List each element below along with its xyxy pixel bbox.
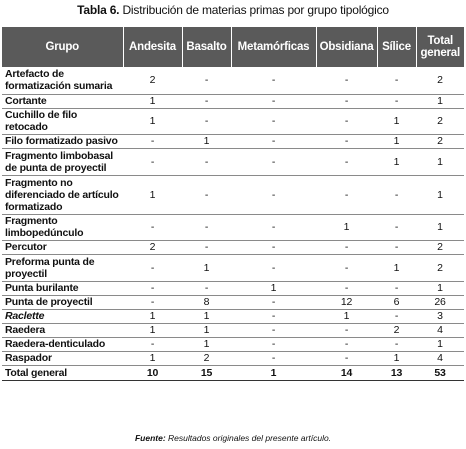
caption-label: Tabla 6. — [77, 3, 120, 17]
value-cell: - — [123, 254, 182, 281]
value-cell: - — [316, 108, 377, 134]
table-row — [2, 148, 464, 175]
value-cell: 1 — [377, 351, 416, 365]
value-cell: - — [377, 240, 416, 254]
value-cell: - — [316, 351, 377, 365]
value-cell: 2 — [182, 351, 231, 365]
total-value-cell: 53 — [416, 365, 464, 380]
value-cell: - — [182, 67, 231, 94]
value-cell: 1 — [182, 337, 231, 351]
column-header: Total general — [416, 27, 464, 67]
table-row — [2, 214, 464, 240]
group-cell: Percutor — [2, 240, 123, 254]
value-cell: - — [231, 295, 316, 309]
value-cell: - — [316, 94, 377, 108]
value-cell: 2 — [123, 240, 182, 254]
total-row — [2, 365, 464, 380]
group-cell: Preforma punta de proyectil — [2, 254, 123, 281]
value-cell: - — [182, 148, 231, 175]
value-cell: 1 — [123, 175, 182, 214]
group-cell: Raedera — [2, 323, 123, 337]
total-value-cell: 13 — [377, 365, 416, 380]
value-cell: - — [231, 214, 316, 240]
value-cell: - — [231, 94, 316, 108]
footer-label: Fuente: — [134, 433, 166, 443]
value-cell: - — [231, 134, 316, 148]
value-cell: - — [231, 175, 316, 214]
value-cell: - — [316, 240, 377, 254]
value-cell: 1 — [416, 337, 464, 351]
materials-table — [2, 27, 464, 381]
value-cell: 2 — [416, 254, 464, 281]
value-cell: 1 — [416, 214, 464, 240]
table-row — [2, 337, 464, 351]
value-cell: - — [231, 148, 316, 175]
column-header: Andesita — [123, 27, 182, 67]
value-cell: - — [231, 323, 316, 337]
value-cell: 1 — [416, 281, 464, 295]
value-cell: - — [231, 67, 316, 94]
value-cell: - — [123, 148, 182, 175]
column-header: Sílice — [377, 27, 416, 67]
value-cell: 2 — [377, 323, 416, 337]
group-cell: Fragmento no diferenciado de artículo formatizado — [2, 175, 123, 214]
value-cell: 1 — [123, 309, 182, 323]
value-cell: 1 — [123, 323, 182, 337]
column-header: Metamórficas — [231, 27, 316, 67]
column-header: Obsidiana — [316, 27, 377, 67]
value-cell: 2 — [416, 134, 464, 148]
value-cell: - — [316, 281, 377, 295]
table-row — [2, 94, 464, 108]
table-caption — [0, 3, 466, 17]
value-cell: 1 — [182, 323, 231, 337]
table-row — [2, 254, 464, 281]
total-label: Total general — [2, 365, 123, 380]
value-cell: - — [316, 323, 377, 337]
value-cell: - — [123, 214, 182, 240]
value-cell: - — [231, 108, 316, 134]
value-cell: - — [231, 337, 316, 351]
value-cell: 2 — [416, 108, 464, 134]
value-cell: 3 — [416, 309, 464, 323]
value-cell: - — [377, 281, 416, 295]
value-cell: 1 — [377, 148, 416, 175]
value-cell: 1 — [182, 134, 231, 148]
total-value-cell: 14 — [316, 365, 377, 380]
value-cell: 1 — [377, 108, 416, 134]
table-header — [2, 27, 464, 67]
total-value-cell: 15 — [182, 365, 231, 380]
value-cell: 1 — [182, 309, 231, 323]
group-cell: Cuchillo de filo retocado — [2, 108, 123, 134]
value-cell: - — [377, 67, 416, 94]
value-cell: 1 — [316, 309, 377, 323]
value-cell: - — [377, 214, 416, 240]
value-cell: - — [123, 281, 182, 295]
caption-text: Distribución de materias primas por grupo tipológico — [122, 3, 389, 17]
value-cell: - — [182, 108, 231, 134]
group-cell: Raedera-denticulado — [2, 337, 123, 351]
value-cell: - — [231, 351, 316, 365]
value-cell: 1 — [416, 175, 464, 214]
total-value-cell: 10 — [123, 365, 182, 380]
group-cell: Cortante — [2, 94, 123, 108]
value-cell: 1 — [182, 254, 231, 281]
value-cell: 6 — [377, 295, 416, 309]
value-cell: 1 — [316, 214, 377, 240]
value-cell: - — [377, 175, 416, 214]
value-cell: 1 — [123, 351, 182, 365]
value-cell: 2 — [416, 67, 464, 94]
header-row — [2, 27, 464, 67]
group-cell: Filo formatizado pasivo — [2, 134, 123, 148]
value-cell: - — [316, 67, 377, 94]
group-cell: Raclette — [2, 309, 123, 323]
value-cell: - — [182, 281, 231, 295]
group-cell: Fragmento limbopedúnculo — [2, 214, 123, 240]
value-cell: - — [182, 240, 231, 254]
value-cell: 2 — [416, 240, 464, 254]
footer-text: Resultados originales del presente artículo. — [168, 433, 332, 443]
value-cell: 1 — [123, 108, 182, 134]
value-cell: 4 — [416, 323, 464, 337]
value-cell: - — [231, 240, 316, 254]
table-row — [2, 281, 464, 295]
table-row — [2, 175, 464, 214]
value-cell: 1 — [377, 134, 416, 148]
group-cell: Fragmento limbobasal de punta de proyectil — [2, 148, 123, 175]
group-cell: Punta burilante — [2, 281, 123, 295]
column-header: Grupo — [2, 27, 123, 67]
value-cell: 12 — [316, 295, 377, 309]
table-row — [2, 309, 464, 323]
value-cell: 1 — [231, 281, 316, 295]
table-row — [2, 351, 464, 365]
value-cell: - — [316, 134, 377, 148]
table-row — [2, 240, 464, 254]
value-cell: - — [182, 214, 231, 240]
column-header: Basalto — [182, 27, 231, 67]
value-cell: 1 — [416, 148, 464, 175]
value-cell: 1 — [377, 254, 416, 281]
value-cell: - — [377, 309, 416, 323]
value-cell: - — [231, 254, 316, 281]
table-row — [2, 295, 464, 309]
table-row — [2, 108, 464, 134]
table-row — [2, 323, 464, 337]
total-value-cell: 1 — [231, 365, 316, 380]
table-row — [2, 67, 464, 94]
value-cell: 4 — [416, 351, 464, 365]
value-cell: - — [316, 254, 377, 281]
value-cell: 26 — [416, 295, 464, 309]
value-cell: 1 — [416, 94, 464, 108]
value-cell: - — [316, 337, 377, 351]
value-cell: - — [123, 337, 182, 351]
value-cell: - — [123, 134, 182, 148]
group-cell: Punta de proyectil — [2, 295, 123, 309]
table-body — [2, 67, 464, 380]
value-cell: - — [316, 175, 377, 214]
value-cell: - — [377, 337, 416, 351]
value-cell: 2 — [123, 67, 182, 94]
value-cell: - — [123, 295, 182, 309]
table-footer — [0, 433, 466, 443]
value-cell: - — [182, 175, 231, 214]
value-cell: - — [316, 148, 377, 175]
value-cell: 8 — [182, 295, 231, 309]
value-cell: - — [377, 94, 416, 108]
table-row — [2, 134, 464, 148]
group-cell: Raspador — [2, 351, 123, 365]
value-cell: - — [182, 94, 231, 108]
value-cell: - — [231, 309, 316, 323]
group-cell: Artefacto de formatización sumaria — [2, 67, 123, 94]
value-cell: 1 — [123, 94, 182, 108]
